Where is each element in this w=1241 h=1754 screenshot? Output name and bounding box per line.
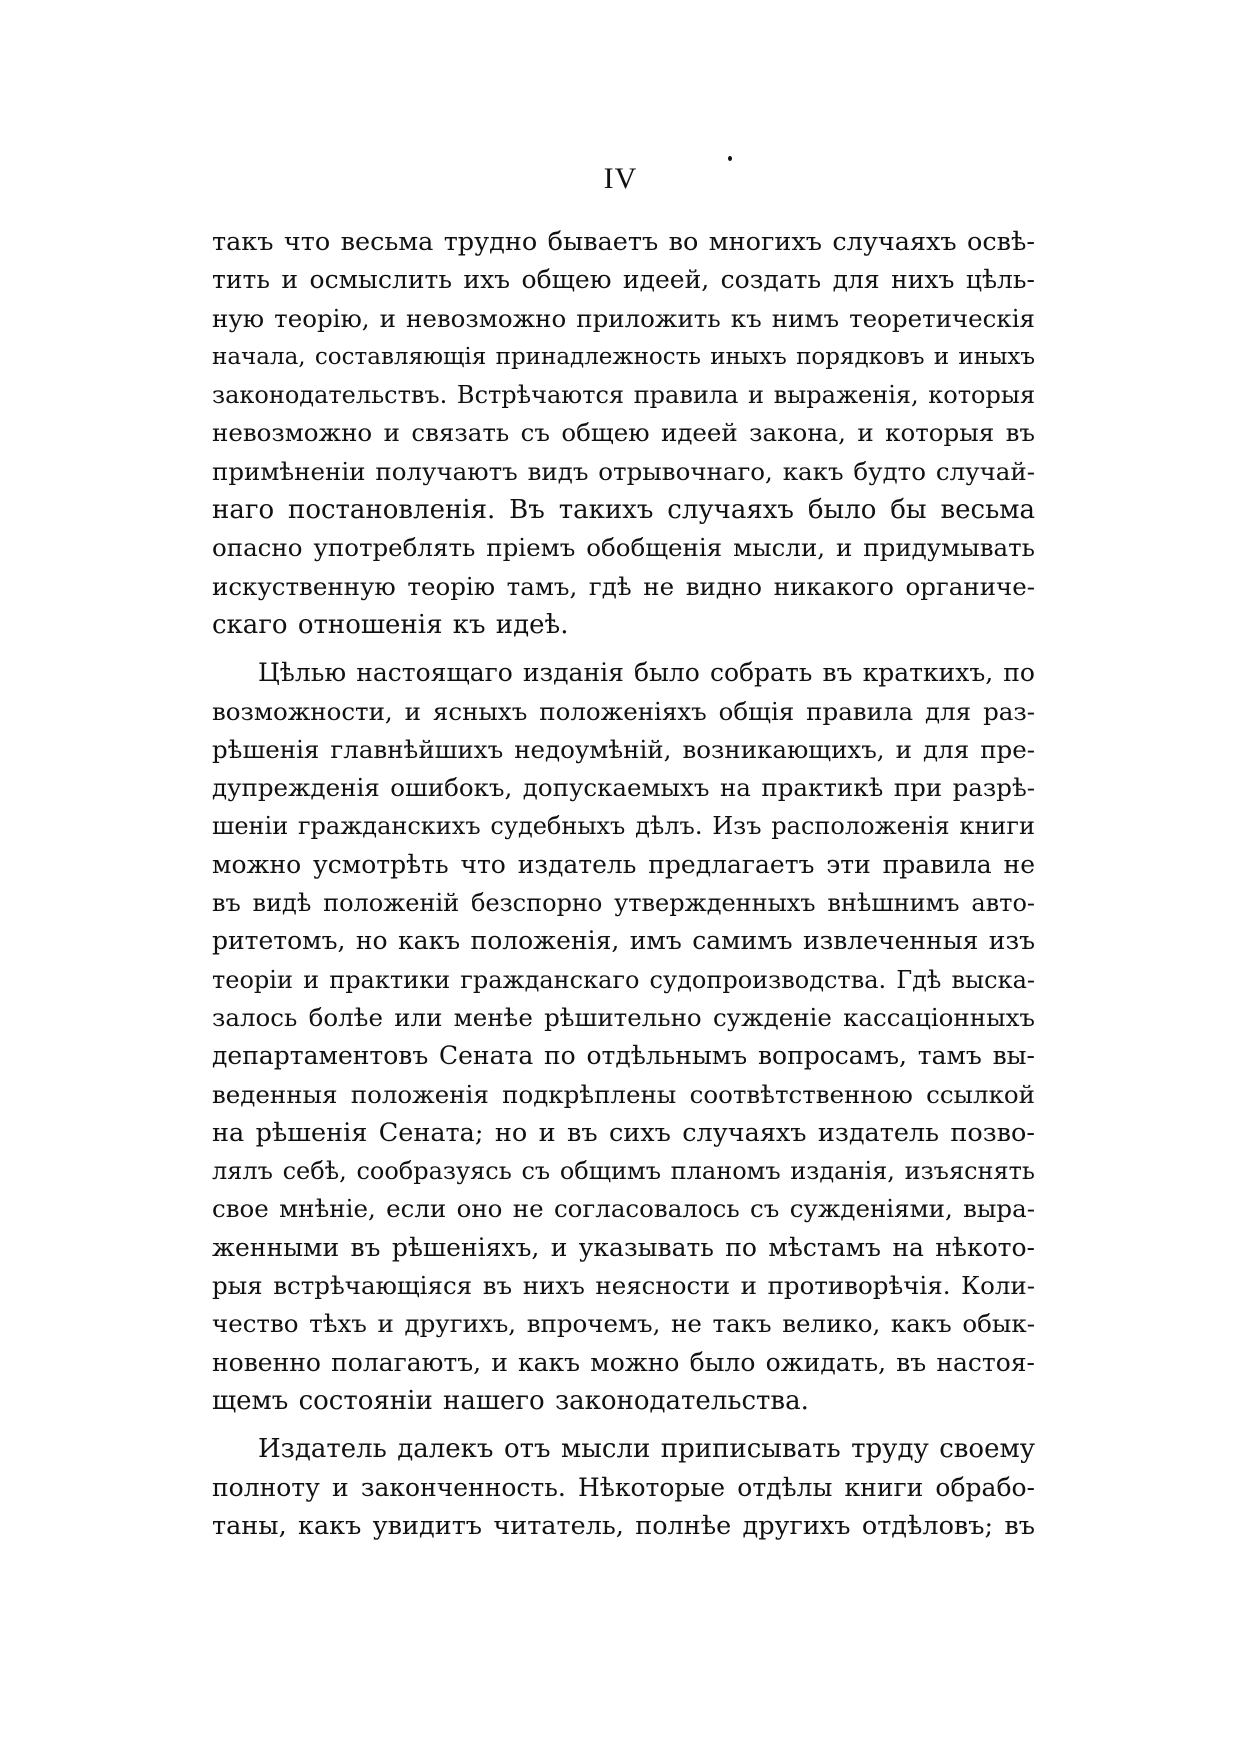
text-line: тить и осмыслить ихъ общею идеей, создать для нихъ цѣль- (212, 265, 1035, 295)
ink-speck (728, 156, 732, 161)
text-line: на рѣшенія Сената; но и въ сихъ случаяхъ издатель позво- (212, 1117, 1035, 1148)
text-line: ную теорію, и невозможно приложить къ нимъ теоретическія (212, 303, 1035, 333)
text-line: невозможно и связать съ общею идеей закона, и которыя въ (212, 418, 1035, 448)
paragraph (212, 223, 1035, 644)
body-text (212, 223, 1035, 1545)
text-line: рѣшенія главнѣйшихъ недоумѣній, возникающихъ, и для пре- (212, 734, 1035, 764)
text-line: свое мнѣніе, если оно не согласовалось съ сужденіями, выра- (212, 1194, 1035, 1224)
text-line: новенно полагаютъ, и какъ можно было ожидать, въ настоя- (212, 1347, 1035, 1377)
text-line: наго постановленія. Въ такихъ случаяхъ было бы весьма (212, 495, 1035, 526)
text-line: дупрежденія ошибокъ, допускаемыхъ на практикѣ при разрѣ- (212, 773, 1035, 803)
text-line: въ видѣ положеній безспорно утвержденныхъ внѣшнимъ авто- (212, 889, 1035, 918)
text-line: веденныя положенія подкрѣплены соотвѣтственною ссылкой (212, 1079, 1035, 1109)
text-line: скаго отношенія къ идеѣ. (212, 609, 569, 640)
page-number: IV (603, 162, 638, 195)
text-line: Издатель далекъ отъ мысли приписывать труду своему (258, 1434, 1035, 1465)
text-line: примѣненіи получаютъ видъ отрывочнаго, какъ будто случай- (212, 456, 1035, 486)
text-line: начала, составляющія принадлежность иныхъ порядковъ и иныхъ (212, 343, 1035, 370)
text-line: опасно употреблять пріемъ обобщенія мысли, и придумывать (212, 533, 1035, 563)
text-line: искуственную теорію тамъ, гдѣ не видно никакого органиче- (212, 571, 1035, 601)
text-line: ритетомъ, но какъ положенія, имъ самимъ извлеченныя изъ (212, 926, 1035, 956)
text-line: женными въ рѣшеніяхъ, и указывать по мѣстамъ на нѣкото- (212, 1232, 1035, 1262)
text-line: департаментовъ Сената по отдѣльнымъ вопросамъ, тамъ вы- (212, 1041, 1035, 1071)
text-line: такъ что весьма трудно бываетъ во многихъ случаяхъ освѣ- (212, 227, 1035, 257)
paragraph (212, 654, 1035, 1420)
text-line: полноту и законченность. Нѣкоторые отдѣлы книги обрабо- (212, 1472, 1035, 1502)
paragraph (212, 1430, 1035, 1545)
text-line: теоріи и практики гражданскаго судопроизводства. Гдѣ выска- (212, 965, 1035, 994)
text-line: чество тѣхъ и другихъ, впрочемъ, не такъ велико, какъ обык- (212, 1309, 1035, 1339)
text-line: таны, какъ увидитъ читатель, полнѣе другихъ отдѣловъ; въ (212, 1510, 1035, 1541)
text-line: лялъ себѣ, сообразуясь съ общимъ планомъ изданія, изъяснять (212, 1157, 1035, 1186)
text-line: шеніи гражданскихъ судебныхъ дѣлъ. Изъ расположенія книги (212, 812, 1035, 841)
text-line: залось болѣе или менѣе рѣшительно сужденіе кассаціонныхъ (212, 1002, 1035, 1032)
text-line: возможности, и ясныхъ положеніяхъ общія правила для раз- (212, 696, 1035, 726)
text-line: Цѣлью настоящаго изданія было собрать въ краткихъ, по (258, 658, 1035, 688)
text-line: законодательствъ. Встрѣчаются правила и выраженія, которыя (212, 381, 1036, 410)
text-line: рыя встрѣчающіяся въ нихъ неясности и противорѣчія. Коли- (212, 1271, 1035, 1301)
text-line: щемъ состояніи нашего законодательства. (212, 1385, 809, 1416)
text-line: можно усмотрѣть что издатель предлагаетъ эти правила не (212, 849, 1035, 879)
